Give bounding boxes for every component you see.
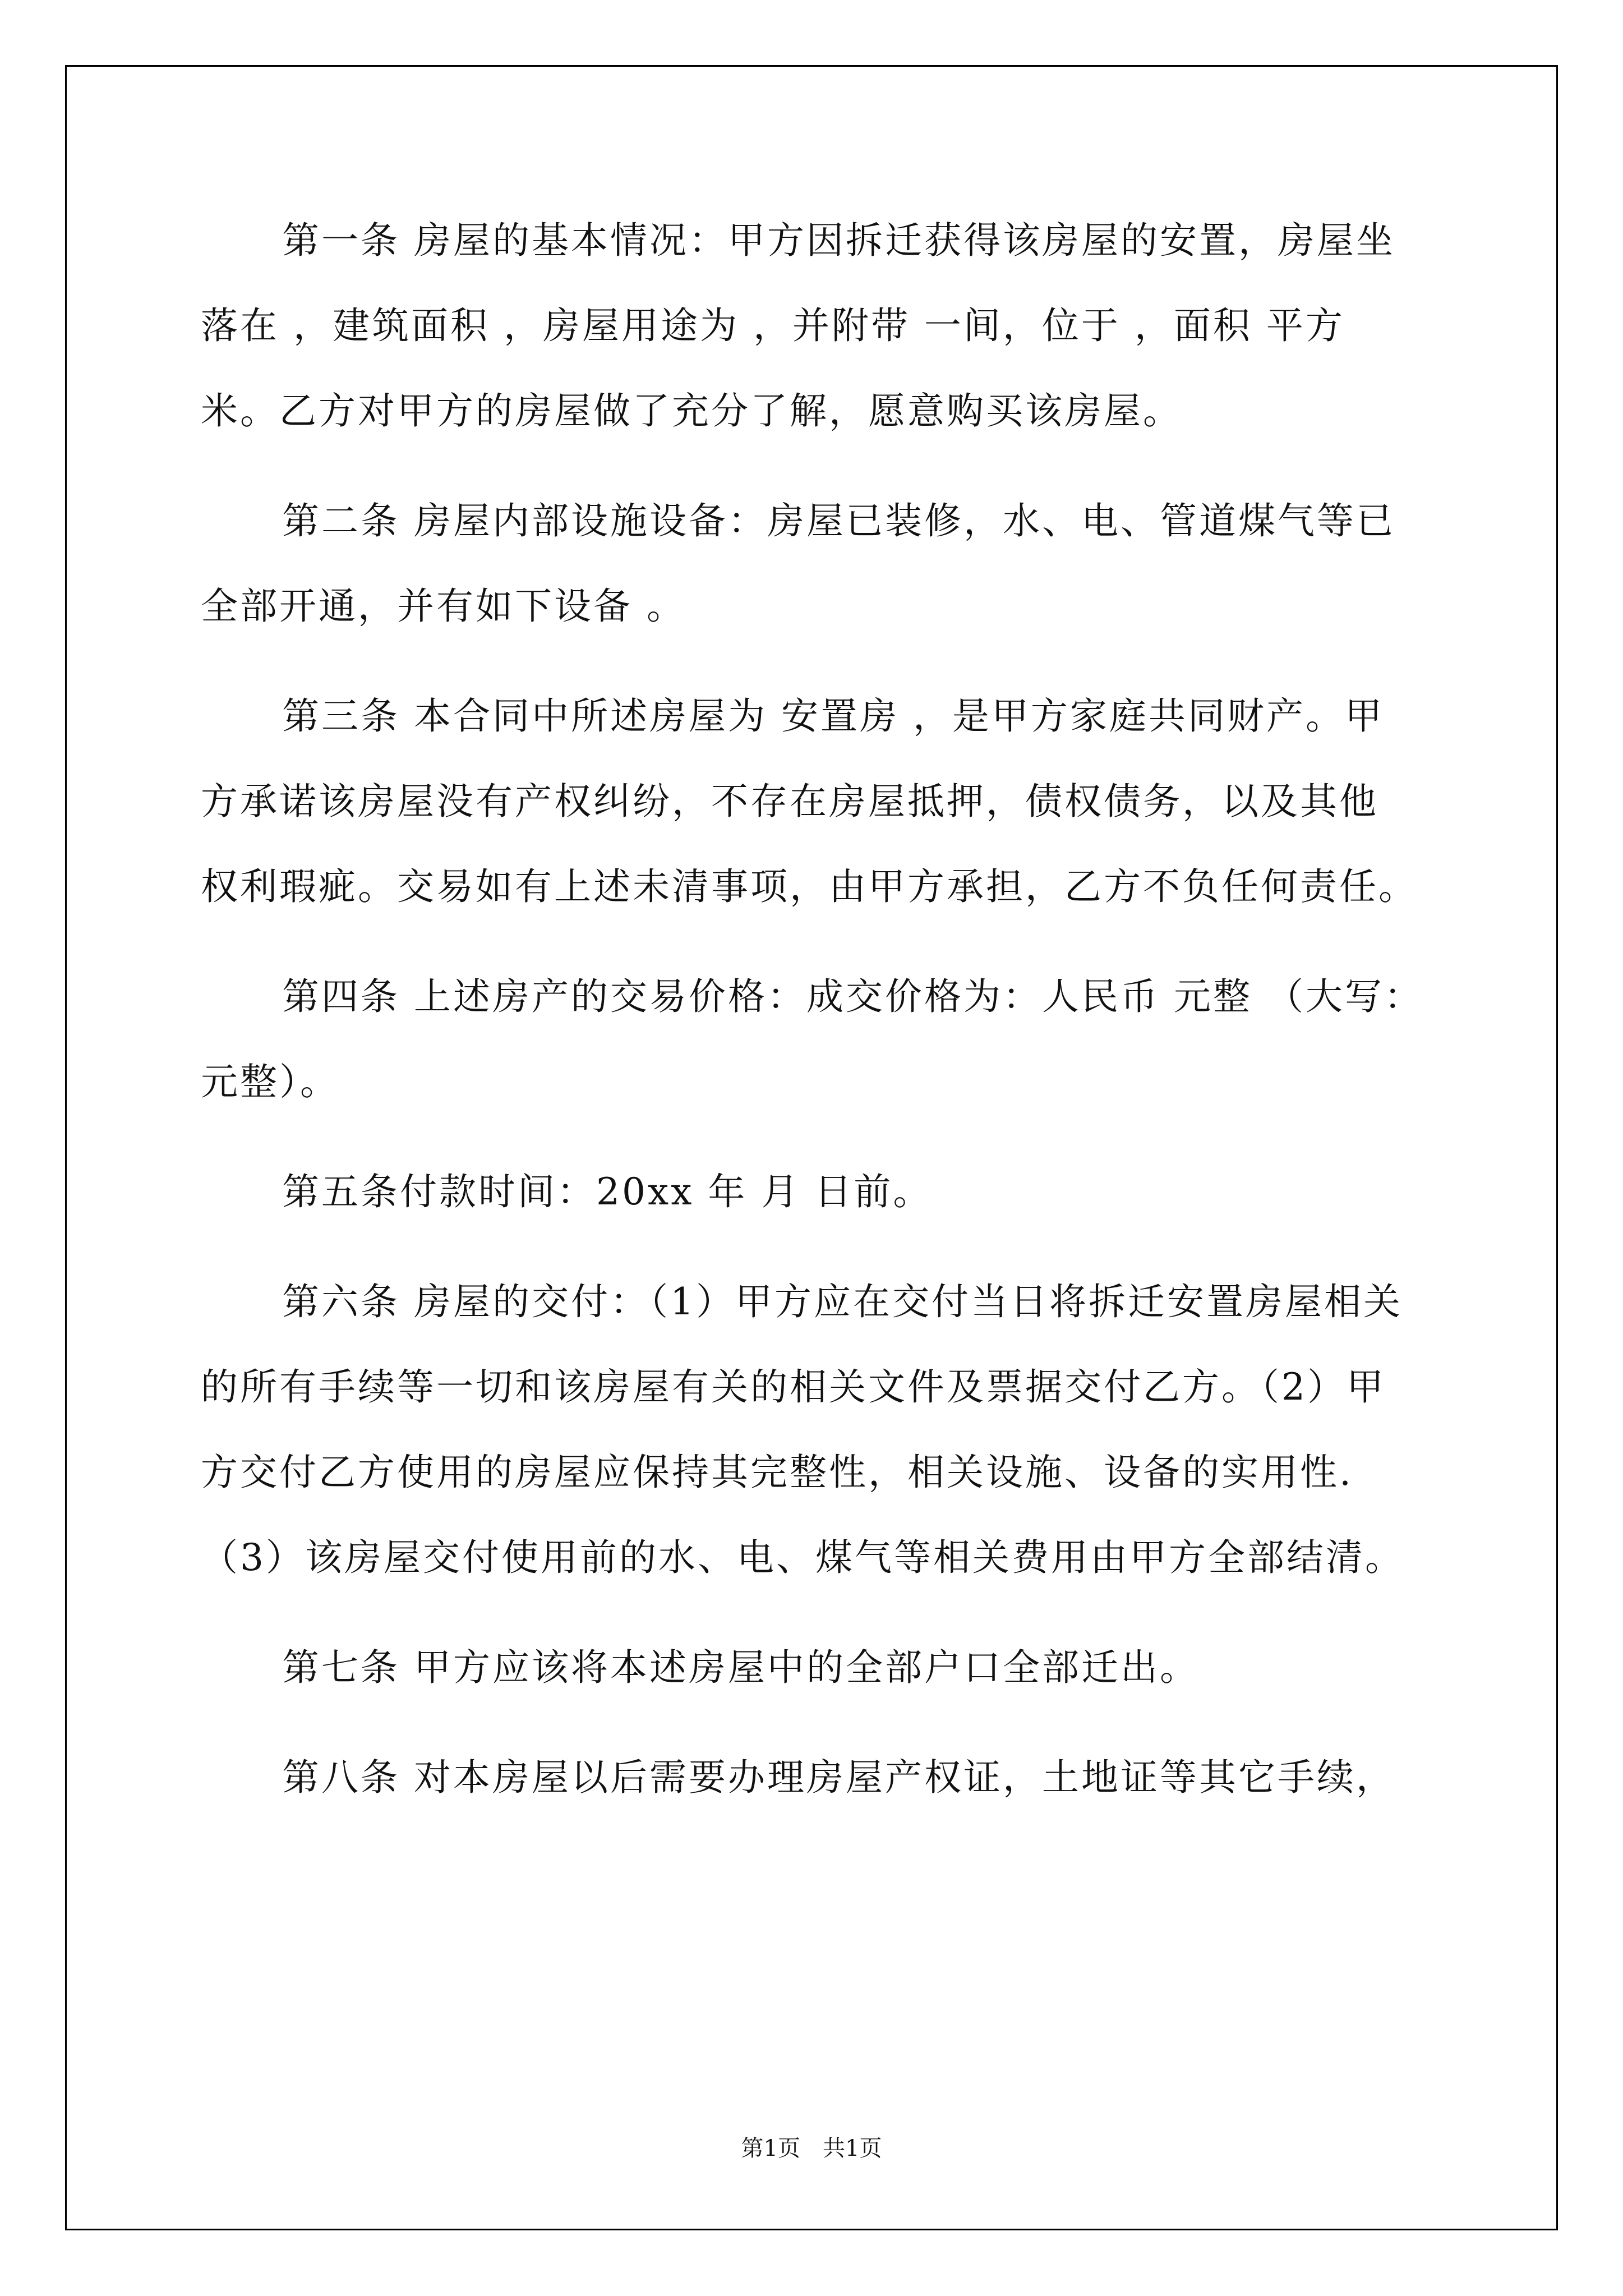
text-line: 第四条 上述房产的交易价格：成交价格为：人民币 元整 （大写： (282, 975, 1423, 1018)
text-line: 第一条 房屋的基本情况：甲方因拆迁获得该房屋的安置，房屋坐 (282, 219, 1395, 262)
text-line: 全部开通，并有如下设备 。 (201, 585, 686, 628)
text-line: （3）该房屋交付使用前的水、电、煤气等相关费用由甲方全部结清。 (201, 1536, 1404, 1579)
text-line: 第三条 本合同中所述房屋为 安置房 ，是甲方家庭共同财产。甲 (282, 694, 1384, 738)
text-line: 落在 ，建筑面积 ，房屋用途为 ，并附带 一间，位于 ，面积 平方 (201, 304, 1345, 347)
page-footer: 第1页 共1页 (741, 2136, 882, 2161)
text-line: 权利瑕疵。交易如有上述未清事项，由甲方承担，乙方不负任何责任。 (201, 865, 1418, 908)
text-line: 米。乙方对甲方的房屋做了充分了解，愿意购买该房屋。 (201, 389, 1182, 432)
text-line: 的所有手续等一切和该房屋有关的相关文件及票据交付乙方。（2）甲 (201, 1365, 1386, 1409)
text-line: 第五条付款时间：20xx 年 月 日前。 (282, 1170, 933, 1213)
text-line: 方交付乙方使用的房屋应保持其完整性，相关设施、设备的实用性. (201, 1451, 1353, 1494)
text-line: 第七条 甲方应该将本述房屋中的全部户口全部迁出。 (282, 1646, 1199, 1689)
text-line: 元整）。 (201, 1060, 339, 1103)
text-line: 第八条 对本房屋以后需要办理房屋产权证，土地证等其它手续， (282, 1756, 1395, 1799)
text-line: 第二条 房屋内部设施设备：房屋已装修，水、电、管道煤气等已 (282, 499, 1395, 542)
text-line: 方承诺该房屋没有产权纠纷，不存在房屋抵押，债权债务，以及其他 (201, 780, 1378, 823)
text-line: 第六条 房屋的交付：（1）甲方应在交付当日将拆迁安置房屋相关 (282, 1280, 1403, 1323)
